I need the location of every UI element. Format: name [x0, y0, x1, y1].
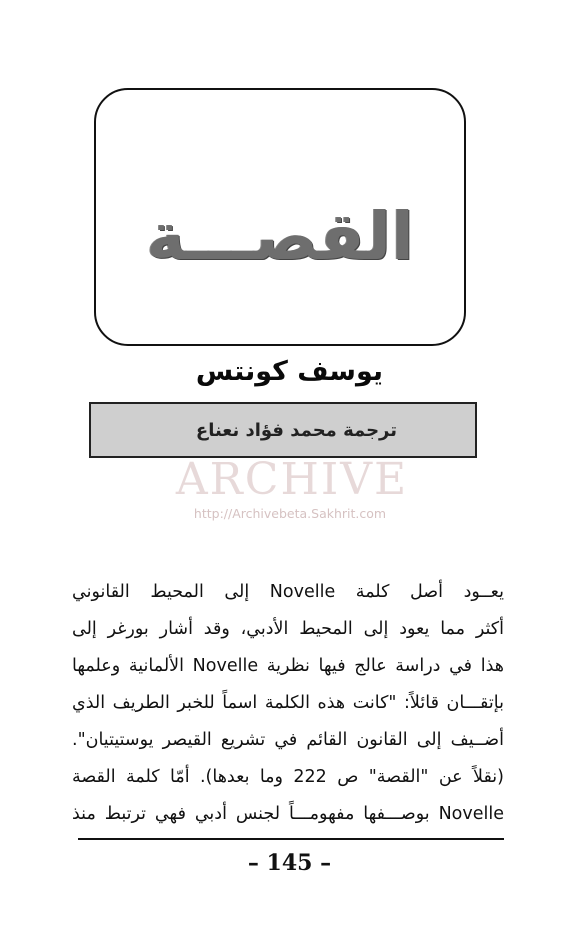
body-line: (نقلاً عن "القصة" ص 222 وما بعدها). أمّا كلمة القصة — [72, 767, 504, 787]
body-line: هذا في دراسة عالج فيها نظرية Novelle الألمانية وعلمها — [72, 656, 504, 676]
body-line: يعــود أصل كلمة Novelle إلى المحيط القانوني — [72, 582, 504, 602]
archive-watermark-logo: ARCHIVE — [175, 454, 409, 505]
archive-watermark-url: http://Archivebeta.Sakhrit.com — [193, 506, 387, 521]
page-number: – 145 – — [247, 850, 332, 876]
translator-banner — [89, 402, 477, 458]
translator-credit: ترجمة محمد فؤاد نعناع — [195, 419, 397, 441]
body-line: أكثر مما يعود إلى المحيط الأدبي، وقد أشار بورغر إلى — [72, 619, 504, 639]
book-title: القصـــة — [146, 197, 414, 275]
body-line: Novelle بوصـــفها مفهومـــاً لجنس أدبي فهي ترتبط منذ — [72, 804, 504, 824]
author-name: يوسف كونتس — [195, 356, 384, 387]
body-line: أضــيف إلى القانون القائم في تشريع القيصر يوستيتيان". — [72, 730, 504, 750]
body-paragraph — [72, 574, 504, 833]
body-line: بإتقـــان قائلاً: "كانت هذه الكلمة اسماً للخبر الطريف الذي — [72, 693, 504, 713]
title-frame — [94, 88, 466, 346]
footer-divider — [78, 838, 504, 840]
